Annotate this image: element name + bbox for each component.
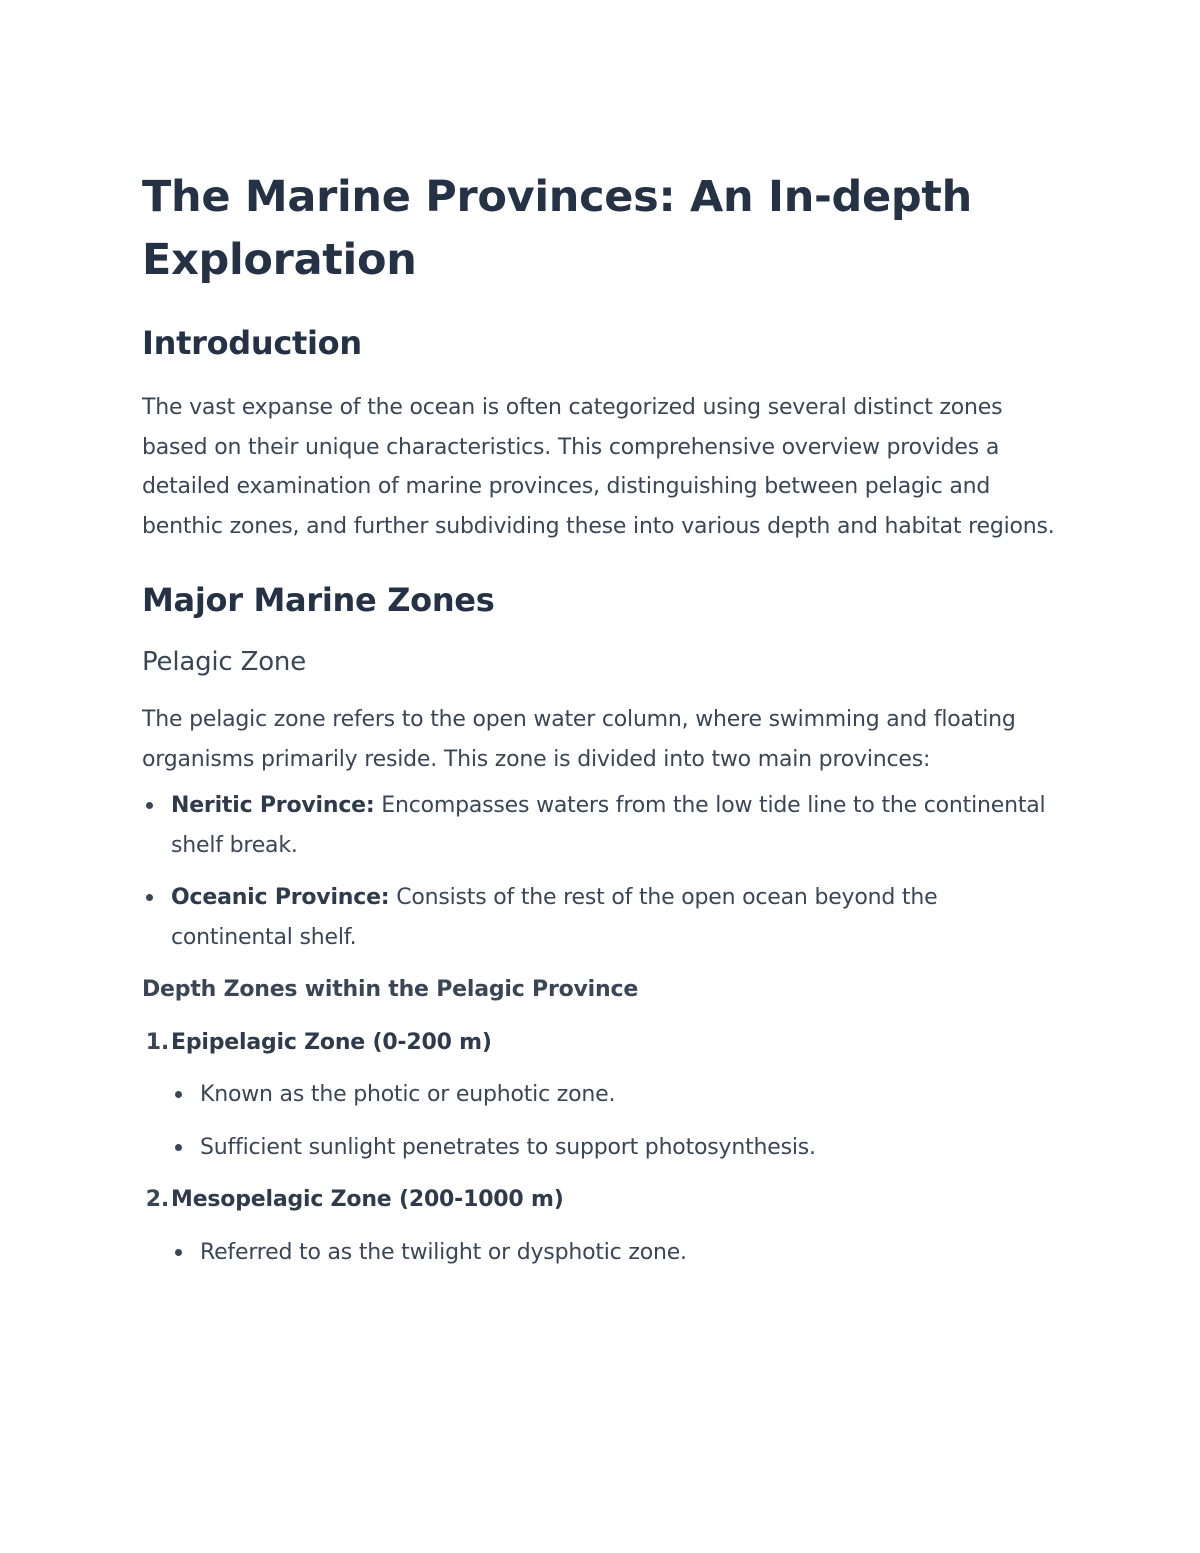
point-text: Sufficient sunlight penetrates to support photosynthesis. xyxy=(200,1134,816,1160)
list-item xyxy=(171,1075,1062,1115)
list-item-oceanic-province xyxy=(142,878,1062,957)
document-page xyxy=(142,166,1062,1285)
bullet-icon xyxy=(175,1144,182,1151)
pelagic-zone-heading: Pelagic Zone xyxy=(142,647,306,677)
province-description: Encompasses waters from the low tide line to the continental shelf break. xyxy=(171,793,1046,858)
list-item xyxy=(171,1233,1062,1273)
point-text: Referred to as the twilight or dysphotic zone. xyxy=(200,1239,687,1265)
depth-zone-list xyxy=(142,1023,1062,1273)
introduction-paragraph: The vast expanse of the ocean is often categorized using several distinct zones based on their unique characteristics. This comprehensive overview provides a detailed examination of marine provinces, distinguishing between pelagic and benthic zones, and further subdividing these into various depth and habitat regions. xyxy=(142,395,1055,539)
list-item-epipelagic-zone xyxy=(142,1023,1062,1168)
list-item xyxy=(171,1128,1062,1168)
document-title: The Marine Provinces: An In-depth Exploration xyxy=(142,172,972,285)
bullet-icon xyxy=(146,802,153,809)
list-item-mesopelagic-zone xyxy=(142,1180,1062,1272)
major-zones-heading: Major Marine Zones xyxy=(142,581,495,619)
depth-zone-name: Epipelagic Zone (0-200 m) xyxy=(171,1029,492,1055)
province-list xyxy=(142,786,1062,957)
point-text: Known as the photic or euphotic zone. xyxy=(200,1082,616,1107)
list-item-neritic-province xyxy=(142,786,1062,865)
depth-zone-name: Mesopelagic Zone (200-1000 m) xyxy=(171,1187,564,1212)
list-number: 1. xyxy=(145,1029,169,1055)
bullet-icon xyxy=(175,1249,182,1256)
bullet-icon xyxy=(175,1091,182,1098)
province-term: Neritic Province: xyxy=(171,793,375,818)
province-term: Oceanic Province: xyxy=(171,885,390,910)
depth-zones-heading: Depth Zones within the Pelagic Province xyxy=(142,977,639,1002)
introduction-heading: Introduction xyxy=(142,324,362,362)
pelagic-zone-paragraph: The pelagic zone refers to the open water column, where swimming and floating organisms primarily reside. This zone is divided into two main provinces: xyxy=(142,707,1016,772)
province-description: Consists of the rest of the open ocean beyond the continental shelf. xyxy=(171,885,938,950)
bullet-icon xyxy=(146,894,153,901)
epipelagic-points xyxy=(171,1075,1062,1167)
list-number: 2. xyxy=(145,1187,169,1212)
mesopelagic-points xyxy=(171,1233,1062,1273)
